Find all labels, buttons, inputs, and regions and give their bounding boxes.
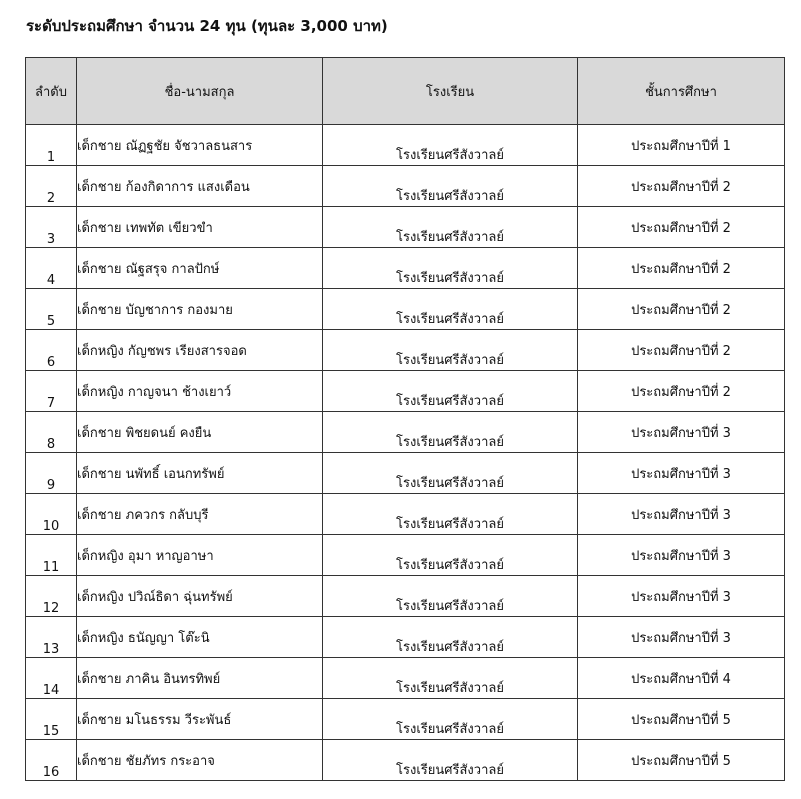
table-header-row — [26, 58, 785, 125]
cell-name: เด็กชาย ชัยภัทร กระอาจ — [77, 740, 323, 781]
cell-school: โรงเรียนศรีสังวาลย์ — [323, 494, 578, 535]
cell-grade: ประถมศึกษาปีที่ 5 — [578, 740, 785, 781]
cell-grade: ประถมศึกษาปีที่ 3 — [578, 576, 785, 617]
cell-no: 14 — [26, 658, 77, 699]
table-body — [26, 125, 785, 781]
table-row — [26, 330, 785, 371]
cell-grade: ประถมศึกษาปีที่ 3 — [578, 494, 785, 535]
cell-grade: ประถมศึกษาปีที่ 3 — [578, 453, 785, 494]
cell-grade: ประถมศึกษาปีที่ 3 — [578, 412, 785, 453]
cell-school: โรงเรียนศรีสังวาลย์ — [323, 699, 578, 740]
cell-grade: ประถมศึกษาปีที่ 1 — [578, 125, 785, 166]
cell-no: 1 — [26, 125, 77, 166]
cell-no: 3 — [26, 207, 77, 248]
cell-name: เด็กชาย มโนธรรม วีระพันธ์ — [77, 699, 323, 740]
cell-school: โรงเรียนศรีสังวาลย์ — [323, 248, 578, 289]
cell-no: 9 — [26, 453, 77, 494]
cell-no: 10 — [26, 494, 77, 535]
cell-name: เด็กหญิง อุมา หาญอาษา — [77, 535, 323, 576]
cell-name: เด็กชาย บัญชาการ กองมาย — [77, 289, 323, 330]
cell-school: โรงเรียนศรีสังวาลย์ — [323, 166, 578, 207]
cell-grade: ประถมศึกษาปีที่ 2 — [578, 248, 785, 289]
cell-grade: ประถมศึกษาปีที่ 5 — [578, 699, 785, 740]
table-row — [26, 248, 785, 289]
cell-no: 4 — [26, 248, 77, 289]
cell-grade: ประถมศึกษาปีที่ 2 — [578, 371, 785, 412]
column-header-no: ลำดับ — [26, 58, 77, 125]
cell-school: โรงเรียนศรีสังวาลย์ — [323, 617, 578, 658]
cell-grade: ประถมศึกษาปีที่ 2 — [578, 166, 785, 207]
cell-school: โรงเรียนศรีสังวาลย์ — [323, 412, 578, 453]
table-row — [26, 658, 785, 699]
cell-no: 7 — [26, 371, 77, 412]
page-title: ระดับประถมศึกษา จำนวน 24 ทุน (ทุนละ 3,000 บาท) — [26, 17, 388, 35]
cell-school: โรงเรียนศรีสังวาลย์ — [323, 453, 578, 494]
cell-school: โรงเรียนศรีสังวาลย์ — [323, 658, 578, 699]
cell-grade: ประถมศึกษาปีที่ 3 — [578, 535, 785, 576]
cell-name: เด็กชาย ก้องกิดาการ แสงเดือน — [77, 166, 323, 207]
cell-no: 16 — [26, 740, 77, 781]
cell-name: เด็กชาย ภาคิน อินทรทิพย์ — [77, 658, 323, 699]
table-row — [26, 412, 785, 453]
cell-no: 8 — [26, 412, 77, 453]
cell-school: โรงเรียนศรีสังวาลย์ — [323, 330, 578, 371]
cell-school: โรงเรียนศรีสังวาลย์ — [323, 740, 578, 781]
table-row — [26, 453, 785, 494]
cell-school: โรงเรียนศรีสังวาลย์ — [323, 289, 578, 330]
column-header-name: ชื่อ-นามสกุล — [77, 58, 323, 125]
cell-no: 6 — [26, 330, 77, 371]
cell-name: เด็กหญิง ธนัญญา โต๊ะนิ — [77, 617, 323, 658]
table-row — [26, 207, 785, 248]
cell-name: เด็กชาย ณัฐสรุจ กาลปักษ์ — [77, 248, 323, 289]
table-row — [26, 166, 785, 207]
cell-name: เด็กหญิง กัญชพร เรียงสารจอด — [77, 330, 323, 371]
cell-name: เด็กหญิง ปวิณ์ธิดา ฉุ่นทรัพย์ — [77, 576, 323, 617]
cell-name: เด็กชาย นพัทธิ์ เอนกทรัพย์ — [77, 453, 323, 494]
cell-no: 2 — [26, 166, 77, 207]
table-row — [26, 494, 785, 535]
cell-school: โรงเรียนศรีสังวาลย์ — [323, 125, 578, 166]
cell-name: เด็กหญิง กาญจนา ช้างเยาว์ — [77, 371, 323, 412]
cell-grade: ประถมศึกษาปีที่ 2 — [578, 289, 785, 330]
table-row — [26, 740, 785, 781]
cell-name: เด็กชาย ณัฏฐชัย จัชวาลธนสาร — [77, 125, 323, 166]
cell-no: 11 — [26, 535, 77, 576]
cell-name: เด็กชาย พิชยดนย์ คงยืน — [77, 412, 323, 453]
table-row — [26, 535, 785, 576]
cell-grade: ประถมศึกษาปีที่ 3 — [578, 617, 785, 658]
cell-school: โรงเรียนศรีสังวาลย์ — [323, 371, 578, 412]
cell-no: 15 — [26, 699, 77, 740]
cell-name: เด็กชาย ภควกร กลับบุรี — [77, 494, 323, 535]
cell-no: 12 — [26, 576, 77, 617]
cell-school: โรงเรียนศรีสังวาลย์ — [323, 207, 578, 248]
cell-no: 5 — [26, 289, 77, 330]
table-row — [26, 371, 785, 412]
cell-grade: ประถมศึกษาปีที่ 2 — [578, 207, 785, 248]
column-header-grade: ชั้นการศึกษา — [578, 58, 785, 125]
table-row — [26, 617, 785, 658]
cell-name: เด็กชาย เทพทัต เขียวขำ — [77, 207, 323, 248]
cell-school: โรงเรียนศรีสังวาลย์ — [323, 535, 578, 576]
scholarship-table — [25, 57, 785, 781]
column-header-school: โรงเรียน — [323, 58, 578, 125]
cell-grade: ประถมศึกษาปีที่ 4 — [578, 658, 785, 699]
table-row — [26, 699, 785, 740]
table-row — [26, 125, 785, 166]
cell-no: 13 — [26, 617, 77, 658]
cell-grade: ประถมศึกษาปีที่ 2 — [578, 330, 785, 371]
table-row — [26, 576, 785, 617]
cell-school: โรงเรียนศรีสังวาลย์ — [323, 576, 578, 617]
table-row — [26, 289, 785, 330]
